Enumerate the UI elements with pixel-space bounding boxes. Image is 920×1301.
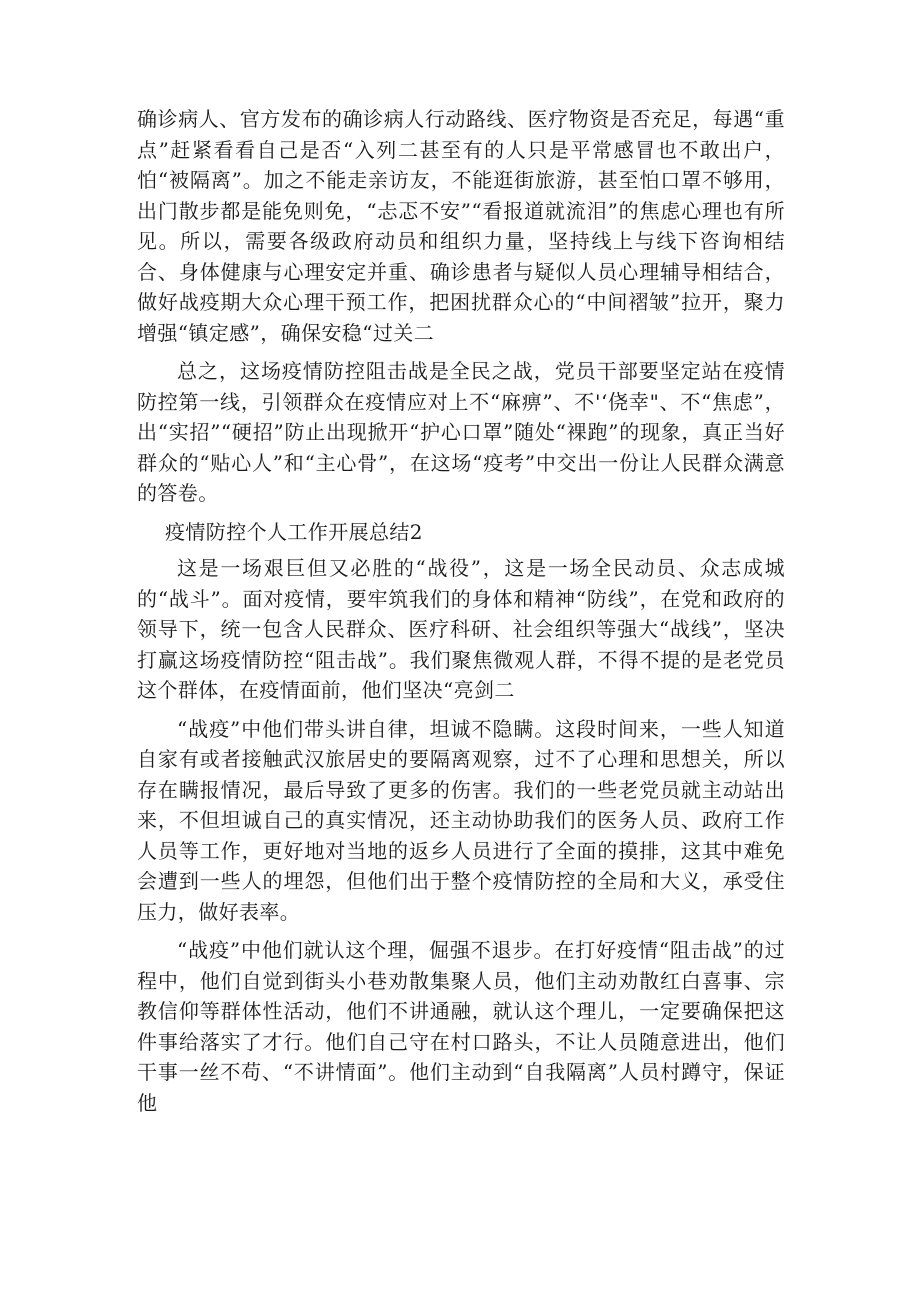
paragraph-psychology-continued: 确诊病人、官方发布的确诊病人行动路线、医疗物资是否充足，每遇“重点”赶紧看看自己是否“入列二甚至有的人只是平常感冒也不敢出户，怕“被隔离”。加之不能走亲访友，不能逛街旅游，甚至怕口罩不够用，出门散步都是能免则免，“忐忑不安”“看报道就流泪”的焦虑心理也有所见。所以，需要各级政府动员和组织力量，坚持线上与线下咨询相结合、身体健康与心理安定并重、确诊患者与疑似人员心理辅导相结合，做好战疫期大众心理干预工作，把困扰群众心的“中间褶皱”拉开，聚力增强“镇定感”，确保安稳“过关二 <box>137 107 785 345</box>
section-heading: 疫情防控个人工作开展总结2 <box>165 519 423 544</box>
paragraph-battle-intro: 这是一场艰巨但又必胜的“战役”，这是一场全民动员、众志成城的“战斗”。面对疫情，要牢筑我们的身体和精神“防线”，在党和政府的领导下，统一包含人民群众、医疗科研、社会组织等强大“战线”，坚决打赢这场疫情防控“阻击战”。我们聚焦微观人群，不得不提的是老党员这个群体，在疫情面前，他们坚决“亮剑二 <box>137 556 785 702</box>
paragraph-persistence: “战疫”中他们就认这个理，倔强不退步。在打好疫情“阻击战”的过程中，他们自觉到街头小巷劝散集聚人员，他们主动劝散红白喜事、宗教信仰等群体性活动，他们不讲通融，就认这个理儿，一定要确保把这件事给落实了才行。他们自己守在村口路头，不让人员随意进出，他们干事一丝不苟、“不讲情面”。他们主动到“自我隔离”人员村蹲守，保证他 <box>137 938 785 1115</box>
paragraph-conclusion: 总之，这场疫情防控阻击战是全民之战，党员干部要坚定站在疫情防控第一线，引领群众在疫情应对上不“麻痹”、不'‘侥幸"、不“焦虑”，出“实招”“硬招”防止出现掀开“护心口罩”随处“裸跑”的现象，真正当好群众的“贴心人”和“主心骨”，在这场“疫考”中交出一份让人民群众满意的答卷。 <box>137 359 785 505</box>
paragraph-self-discipline: “战疫”中他们带头讲自律，坦诚不隐瞒。这段时间来，一些人知道自家有或者接触武汉旅居史的要隔离观察，过不了心理和思想关，所以存在瞒报情况，最后导致了更多的伤害。我们的一些老党员就主动站出来，不但坦诚自己的真实情况，还主动协助我们的医务人员、政府工作人员等工作，更好地对当地的返乡人员进行了全面的摸排，这其中难免会遭到一些人的埋怨，但他们出于整个疫情防控的全局和大义，承受住压力，做好表率。 <box>137 716 785 924</box>
document-body <box>137 104 785 1126</box>
